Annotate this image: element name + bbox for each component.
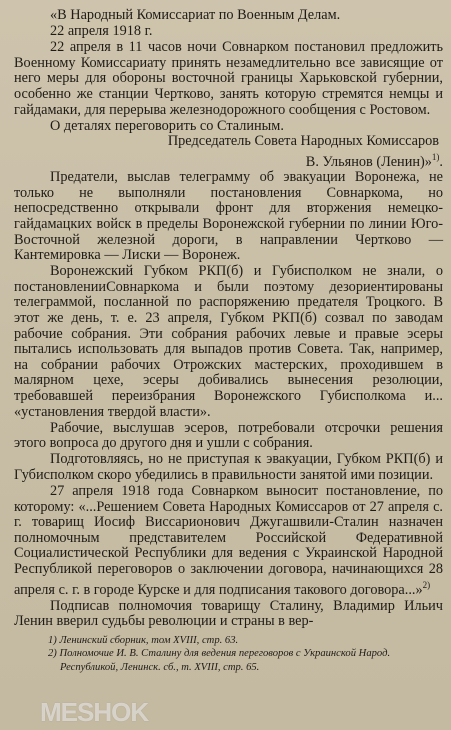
watermark: MESHOK [40,697,149,727]
body-paragraph: Воронежский Губком РКП(б) и Губисполком не знали, о постановленииСовнаркома и были поэтому дезориентированы телеграммой, посланной по распоряжению предателя Троцкого. В этот же день, т. е. 23 апреля, Губком РКП(б) созвал по заводам рабочие собрания. Эти собрания рабочих левые и правые эсеры пытались использовать для выпадов против Совета. Так, например, на собрании рабочих Отрожских мастерских, проходившем в малярном цехе, эсеры добивались вынесения резолюции, требовавшей переизбрания Воронежского Губисполкома и... «установления твердой власти». [14,263,443,420]
letter-note: О деталях переговорить со Сталиным. [50,117,284,134]
letter-date: 22 апреля 1918 г. [50,23,153,40]
footnotes [14,634,443,675]
footnote-ref-2: 2) [422,579,431,590]
body-paragraph [14,484,443,598]
footnote-2: 2) Полномочие И. В. Сталину для ведения переговоров с Украинской Народ. Республикой, Ленинск. сб., т. XVIII, стр. 65. [48,648,391,673]
decree-text: 27 апреля 1918 года Совнарком выносит постановление, по которому: «...Решением Совета Народных Комиссаров от 27 апреля с. г. товарищ Иосиф Виссарионович Джугашвили-Сталин назначен полномочным представителем Российской Федеративной Социалистической Республики для ведения с Украинской Народной Республикой переговоров о заключении договора, начинающихся 28 апреля с. г. в городе Курске и для подписания такового договора...» [14,483,443,598]
letter-body: 22 апреля в 11 часов ночи Совнарком постановил предложить Военному Комиссариату принять незамедлительно все зависящие от него меры для обороны восточной границы Харьковской губернии, особенно же станции Чертково, занять которую стремятся немцы и гайдамаки, для перерыва железнодорожного сообщения с Ростовом. [14,39,443,118]
signature-name-text: В. Ульянов (Ленин)» [305,153,432,170]
body-paragraph: Подготовляясь, но не приступая к эвакуации, Губком РКП(б) и Губисполком скоро убедились в правильности занятой ими позиции. [14,451,443,483]
body-paragraph: Предатели, выслав телеграмму об эвакуации Воронежа, не только не выполняли постановления Совнаркома, но непосредственно открывали фронт для вторжения немецко-гайдамацких войск в пределы Воронежской губернии по линии Юго-Восточной железной дороги, в направлении Чертково — Кантемировка — Лиски — Воронеж. [14,169,443,264]
signature-name: В. Ульянов (Ленин)»$^{1)}$. [305,151,443,170]
footnote-1: 1) Ленинский сборник, том XVIII, стр. 63. [48,634,239,646]
letter-header: «В Народный Комиссариат по Военным Делам. [50,7,341,23]
signature-title: Председатель Совета Народных Комиссаров [167,133,439,150]
footnote-ref-1: 1) [431,151,440,162]
body-paragraph: Подписав полномочия товарищу Сталину, Владимир Ильич Ленин вверил судьбы революции и страны в вер- [14,597,443,630]
body-paragraph: Рабочие, выслушав эсеров, потребовали отсрочки решения этого вопроса до другого дня и ушли с собрания. [14,419,443,452]
